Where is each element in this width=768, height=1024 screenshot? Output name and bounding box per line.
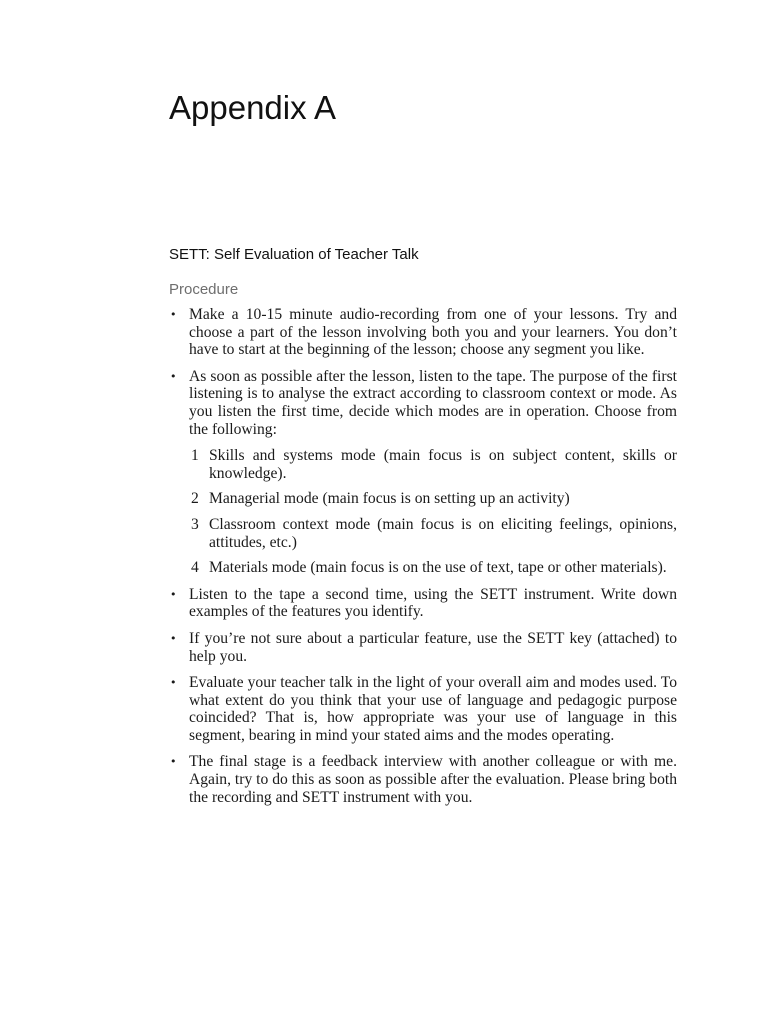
procedure-item-text: As soon as possible after the lesson, listen to the tape. The purpose of the first listening is to analyse the extract according to classroom context or mode. As you listen the first time, decide which modes are in operation. Choose from the following: — [189, 367, 677, 438]
mode-text: Skills and systems mode (main focus is on subject content, skills or knowledge). — [209, 447, 677, 482]
mode-number: 3 — [191, 515, 199, 533]
procedure-item-second-listening — [169, 586, 677, 621]
procedure-item-text: Evaluate your teacher talk in the light of your overall aim and modes used. To what extent do you think that your use of language and pedagogic purpose coincided? That is, how appropriate was your use of language in this segment, bearing in mind your stated aims and the modes operating. — [189, 674, 677, 744]
mode-number: 4 — [191, 559, 199, 577]
mode-number: 1 — [191, 447, 199, 465]
mode-text: Classroom context mode (main focus is on eliciting feelings, opinions, attitudes, etc.) — [209, 515, 677, 551]
procedure-item-sett-key — [169, 630, 677, 665]
procedure-item-text: If you’re not sure about a particular feature, use the SETT key (attached) to help you. — [189, 629, 677, 665]
procedure-item-text: Listen to the tape a second time, using the SETT instrument. Write down examples of the features you identify. — [189, 585, 677, 621]
bullet-icon: • — [170, 369, 177, 383]
mode-item-managerial — [189, 490, 677, 508]
procedure-body — [169, 306, 677, 815]
bullet-icon: • — [170, 587, 177, 601]
mode-text: Materials mode (main focus is on the use of text, tape or other materials). — [209, 559, 667, 577]
procedure-item-record — [169, 306, 677, 359]
mode-text: Managerial mode (main focus is on setting up an activity) — [209, 490, 570, 508]
mode-item-materials — [189, 559, 677, 577]
mode-number: 2 — [191, 490, 199, 508]
page-title: Appendix A — [169, 89, 336, 126]
bullet-icon: • — [170, 676, 177, 690]
procedure-item-text: The final stage is a feedback interview with another colleague or with me. Again, try to do this as soon as possible after the evaluation. Please bring both the recording and SETT instrument with you. — [189, 753, 677, 806]
procedure-list — [169, 306, 677, 806]
bullet-icon: • — [170, 308, 177, 321]
bullet-icon: • — [170, 755, 177, 769]
procedure-item-evaluate — [169, 674, 677, 744]
procedure-item-text: Make a 10-15 minute audio-recording from one of your lessons. Try and choose a part of the lesson involving both you and your learners. You don’t have to start at the beginning of the lesson; choose any segment you like. — [189, 306, 677, 359]
document-subtitle: SETT: Self Evaluation of Teacher Talk — [169, 246, 419, 263]
modes-list — [189, 447, 677, 577]
procedure-item-first-listening — [169, 368, 677, 577]
mode-item-classroom-context — [189, 516, 677, 551]
procedure-item-feedback — [169, 753, 677, 806]
mode-item-skills-systems — [189, 447, 677, 482]
section-heading-procedure: Procedure — [169, 281, 239, 298]
bullet-icon: • — [170, 631, 177, 645]
